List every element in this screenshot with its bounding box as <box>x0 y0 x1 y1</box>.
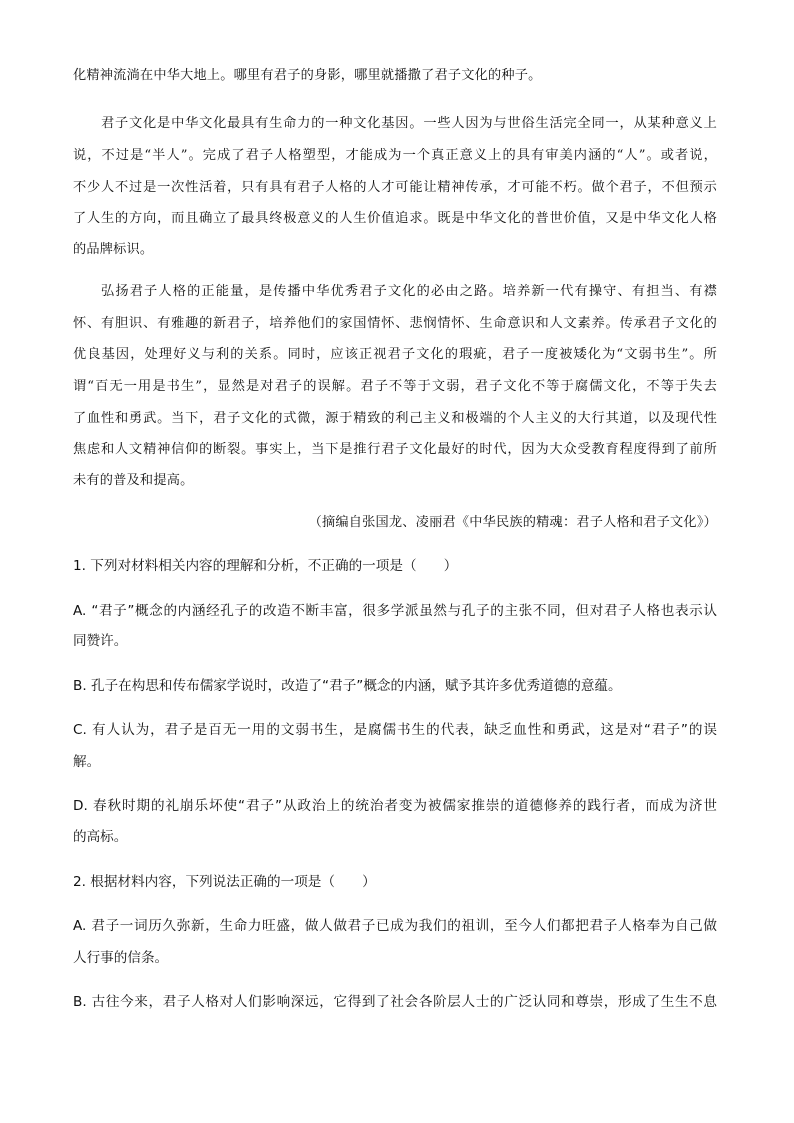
question-2-stem: 2. 根据材料内容，下列说法正确的一项是（ ） <box>73 874 376 890</box>
para2-line-5: 了血性和勇武。当下，君子文化的式微，源于精致的利己主义和极端的个人主义的大行其道，以及现代性 <box>73 411 717 426</box>
para2-line-6: 焦虑和人文精神信仰的断裂。事实上，当下是推行君子文化最好的时代，因为大众受教育程度得到了前所 <box>73 442 717 457</box>
para1-line-3: 不少人不过是一次性活着，只有具有君子人格的人才可能让精神传承，才可能不朽。做个君子，不但预示 <box>73 180 717 195</box>
q1-option-b: B. 孔子在构思和传布儒家学说时，改造了“君子”概念的内涵，赋予其许多优秀道德的意蕴。 <box>73 678 622 694</box>
q1-option-c-line-1: C. 有人认为，君子是百无一用的文弱书生，是腐儒书生的代表，缺乏血性和勇武，这是对“君子”的误 <box>73 722 717 738</box>
q2-option-b-line-1: B. 古往今来，君子人格对人们影响深远，它得到了社会各阶层人士的广泛认同和尊崇，形成了生生不息 <box>73 994 717 1010</box>
para1-line-2: 说，不过是“半人”。完成了君子人格塑型，才能成为一个真正意义上的具有审美内涵的“人”。或者说， <box>73 148 717 163</box>
para2-line-7: 未有的普及和提高。 <box>73 473 194 488</box>
para1-line-5: 的品牌标识。 <box>73 242 154 257</box>
para2-line-4: 谓“百无一用是书生”，显然是对君子的误解。君子不等于文弱，君子文化不等于腐儒文化，不等于失去 <box>73 379 717 394</box>
para2-line-1: 弘扬君子人格的正能量，是传播中华优秀君子文化的必由之路。培养新一代有操守、有担当、有襟 <box>101 284 717 299</box>
q2-option-a-line-2: 人行事的信条。 <box>73 950 169 966</box>
para2-line-2: 怀、有胆识、有雅趣的新君子，培养他们的家国情怀、悲悯情怀、生命意识和人文素养。传承君子文化的 <box>73 316 717 331</box>
q1-option-d-line-1: D. 春秋时期的礼崩乐坏使“君子”从政治上的统治者变为被儒家推崇的道德修养的践行者，而成为济世 <box>73 798 717 814</box>
q1-option-c-line-2: 解。 <box>73 754 101 770</box>
question-1-stem: 1. 下列对材料相关内容的理解和分析，不正确的一项是（ ） <box>73 558 458 574</box>
para1-line-4: 了人生的方向，而且确立了最具终极意义的人生价值追求。既是中华文化的普世价值，又是中华文化人格 <box>73 211 717 226</box>
q1-option-a-line-1: A. “君子”概念的内涵经孔子的改造不断丰富，很多学派虽然与孔子的主张不同，但对君子人格也表示认 <box>73 603 717 619</box>
passage-source: （摘编自张国龙、凌丽君《中华民族的精魂：君子人格和君子文化》） <box>308 515 717 530</box>
q2-option-a-line-1: A. 君子一词历久弥新，生命力旺盛，做人做君子已成为我们的祖训，至今人们都把君子人格奉为自己做 <box>73 918 717 934</box>
q1-option-a-line-2: 同赞许。 <box>73 633 128 649</box>
passage-continued-line: 化精神流淌在中华大地上。哪里有君子的身影，哪里就播撒了君子文化的种子。 <box>73 68 542 83</box>
para1-line-1: 君子文化是中华文化最具有生命力的一种文化基因。一些人因为与世俗生活完全同一，从某种意义上 <box>101 116 717 131</box>
para2-line-3: 优良基因，处理好义与利的关系。同时，应该正视君子文化的瑕疵，君子一度被矮化为“文弱书生”。所 <box>73 347 717 362</box>
q1-option-d-line-2: 的高标。 <box>73 829 128 845</box>
